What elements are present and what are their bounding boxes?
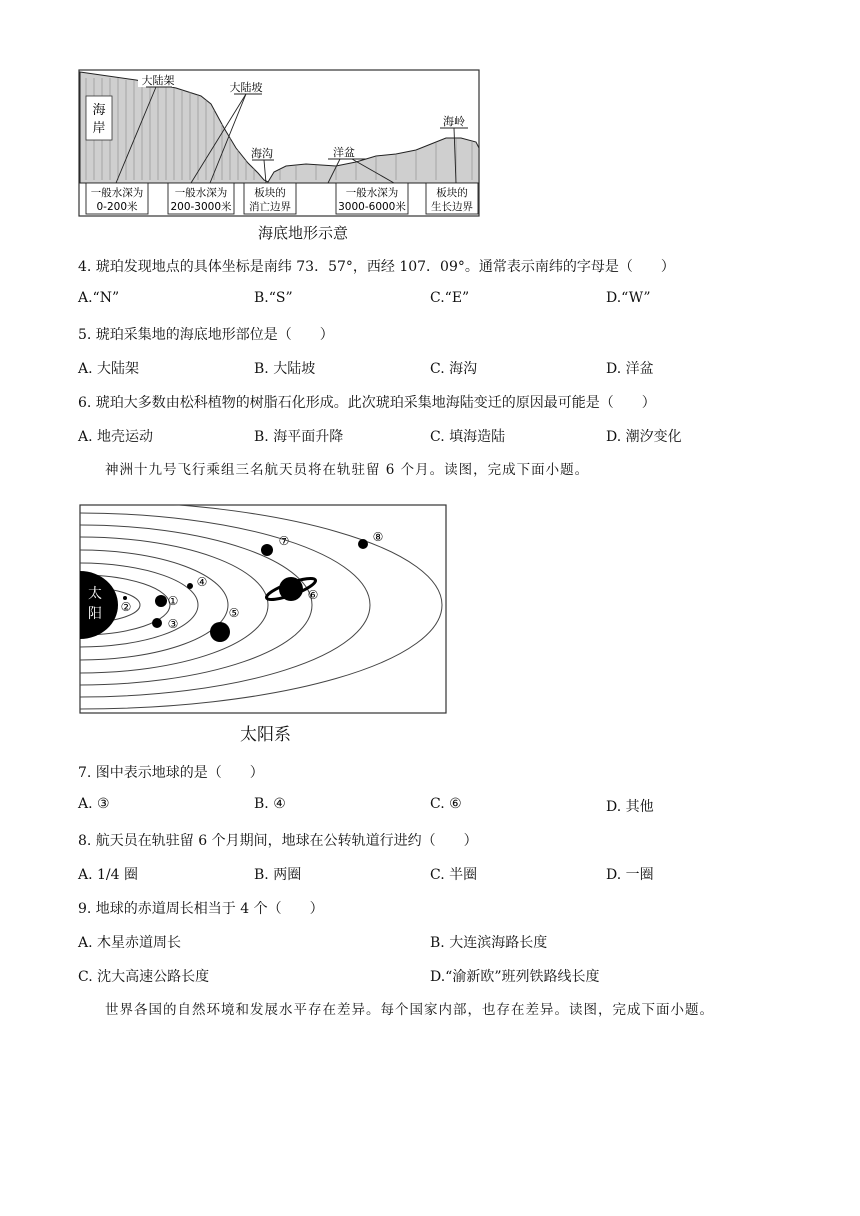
answer-option[interactable]: D. 洋盆 — [606, 361, 654, 377]
answer-option[interactable]: B. 大陆坡 — [254, 361, 316, 377]
sun-label-2: 阳 — [88, 606, 102, 622]
depth-box-line: 板块的 — [436, 187, 468, 199]
seafloor-caption: 海底地形示意 — [258, 224, 349, 242]
planet-7 — [261, 544, 273, 556]
answer-option[interactable]: C. 填海造陆 — [430, 429, 506, 445]
answer-option[interactable]: D. 潮汐变化 — [606, 429, 682, 445]
question-stem: 8. 航天员在轨驻留 6 个月期间，地球在公转轨道行进约（ ） — [78, 833, 478, 849]
answer-option[interactable]: B. 大连滨海路长度 — [430, 935, 548, 951]
planet-label-2: ② — [120, 600, 132, 614]
answer-option[interactable]: B. ④ — [254, 796, 286, 812]
answer-option[interactable]: C. 沈大高速公路长度 — [78, 969, 210, 985]
depth-box-line: 200-3000米 — [170, 201, 232, 213]
depth-box-line: 生长边界 — [431, 201, 473, 213]
solar-intro-text: 神洲十九号飞行乘组三名航天员将在轨驻留 6 个月。读图，完成下面小题。 — [105, 462, 590, 478]
slope-label: 大陆坡 — [229, 81, 263, 94]
seafloor-terrain — [80, 72, 479, 183]
depth-box-line: 消亡边界 — [249, 201, 291, 213]
ridge-label: 海岭 — [443, 115, 465, 128]
figure-frame — [80, 505, 446, 713]
depth-box-line: 3000-6000米 — [338, 201, 406, 213]
answer-option[interactable]: A. 地壳运动 — [78, 429, 154, 445]
coast-label-2: 岸 — [92, 121, 106, 136]
answer-option[interactable]: A. 大陆架 — [78, 361, 140, 377]
planet-label-7: ⑦ — [278, 534, 290, 548]
question-stem: 9. 地球的赤道周长相当于 4 个（ ） — [78, 901, 324, 917]
question-stem: 5. 琥珀采集地的海底地形部位是（ ） — [78, 327, 334, 343]
answer-option[interactable]: B. 海平面升降 — [254, 429, 344, 445]
answer-option[interactable]: C. ⑥ — [430, 796, 462, 812]
planet-8 — [358, 539, 368, 549]
solar-system-figure — [78, 503, 450, 717]
planet-label-4: ④ — [196, 575, 208, 589]
depth-box-line: 一般水深为 — [90, 187, 144, 199]
answer-option[interactable]: C. 半圈 — [430, 867, 478, 883]
answer-option[interactable]: D. 一圈 — [606, 867, 654, 883]
answer-option[interactable]: C.“E” — [430, 290, 470, 306]
planet-label-1: ① — [167, 594, 179, 608]
depth-box-line: 板块的 — [254, 187, 286, 199]
planet-label-6: ⑥ — [307, 588, 319, 602]
depth-box-line: 一般水深为 — [174, 187, 228, 199]
answer-option[interactable]: D. 其他 — [606, 799, 654, 815]
answer-option[interactable]: D.“渝新欧”班列铁路线长度 — [430, 969, 600, 985]
trench-label: 海沟 — [251, 147, 273, 160]
question-stem: 6. 琥珀大多数由松科植物的树脂石化形成。此次琥珀采集地海陆变迁的原因最可能是（ ） — [78, 395, 656, 411]
planet-label-3: ③ — [167, 617, 179, 631]
world-intro-text: 世界各国的自然环境和发展水平存在差异。每个国家内部，也存在差异。读图，完成下面小题。 — [105, 1002, 714, 1018]
solar-caption: 太阳系 — [240, 725, 291, 745]
planet-1 — [155, 595, 167, 607]
basin-label: 洋盆 — [333, 146, 355, 159]
question-stem: 4. 琥珀发现地点的具体坐标是南纬 73．57°，西经 107．09°。通常表示南纬的字母是（ ） — [78, 259, 675, 275]
planet-label-5: ⑤ — [228, 606, 240, 620]
question-stem: 7. 图中表示地球的是（ ） — [78, 765, 264, 781]
shelf-label: 大陆架 — [141, 74, 175, 87]
answer-option[interactable]: A. ③ — [78, 796, 110, 812]
answer-option[interactable]: B.“S” — [254, 290, 293, 306]
depth-box-line: 一般水深为 — [345, 187, 399, 199]
coast-label: 海 — [92, 103, 106, 118]
planet-5 — [210, 622, 230, 642]
answer-option[interactable]: D.“W” — [606, 290, 651, 306]
answer-option[interactable]: A. 1/4 圈 — [78, 867, 138, 883]
seafloor-profile-figure — [76, 68, 486, 220]
answer-option[interactable]: A. 木星赤道周长 — [78, 935, 182, 951]
planet-3 — [152, 618, 162, 628]
answer-option[interactable]: B. 两圈 — [254, 867, 302, 883]
planet-label-8: ⑧ — [372, 530, 384, 544]
answer-option[interactable]: C. 海沟 — [430, 361, 478, 377]
depth-box-line: 0-200米 — [96, 201, 138, 213]
answer-option[interactable]: A.“N” — [78, 290, 120, 306]
planet-4 — [187, 583, 193, 589]
sun-label-1: 太 — [88, 586, 102, 602]
